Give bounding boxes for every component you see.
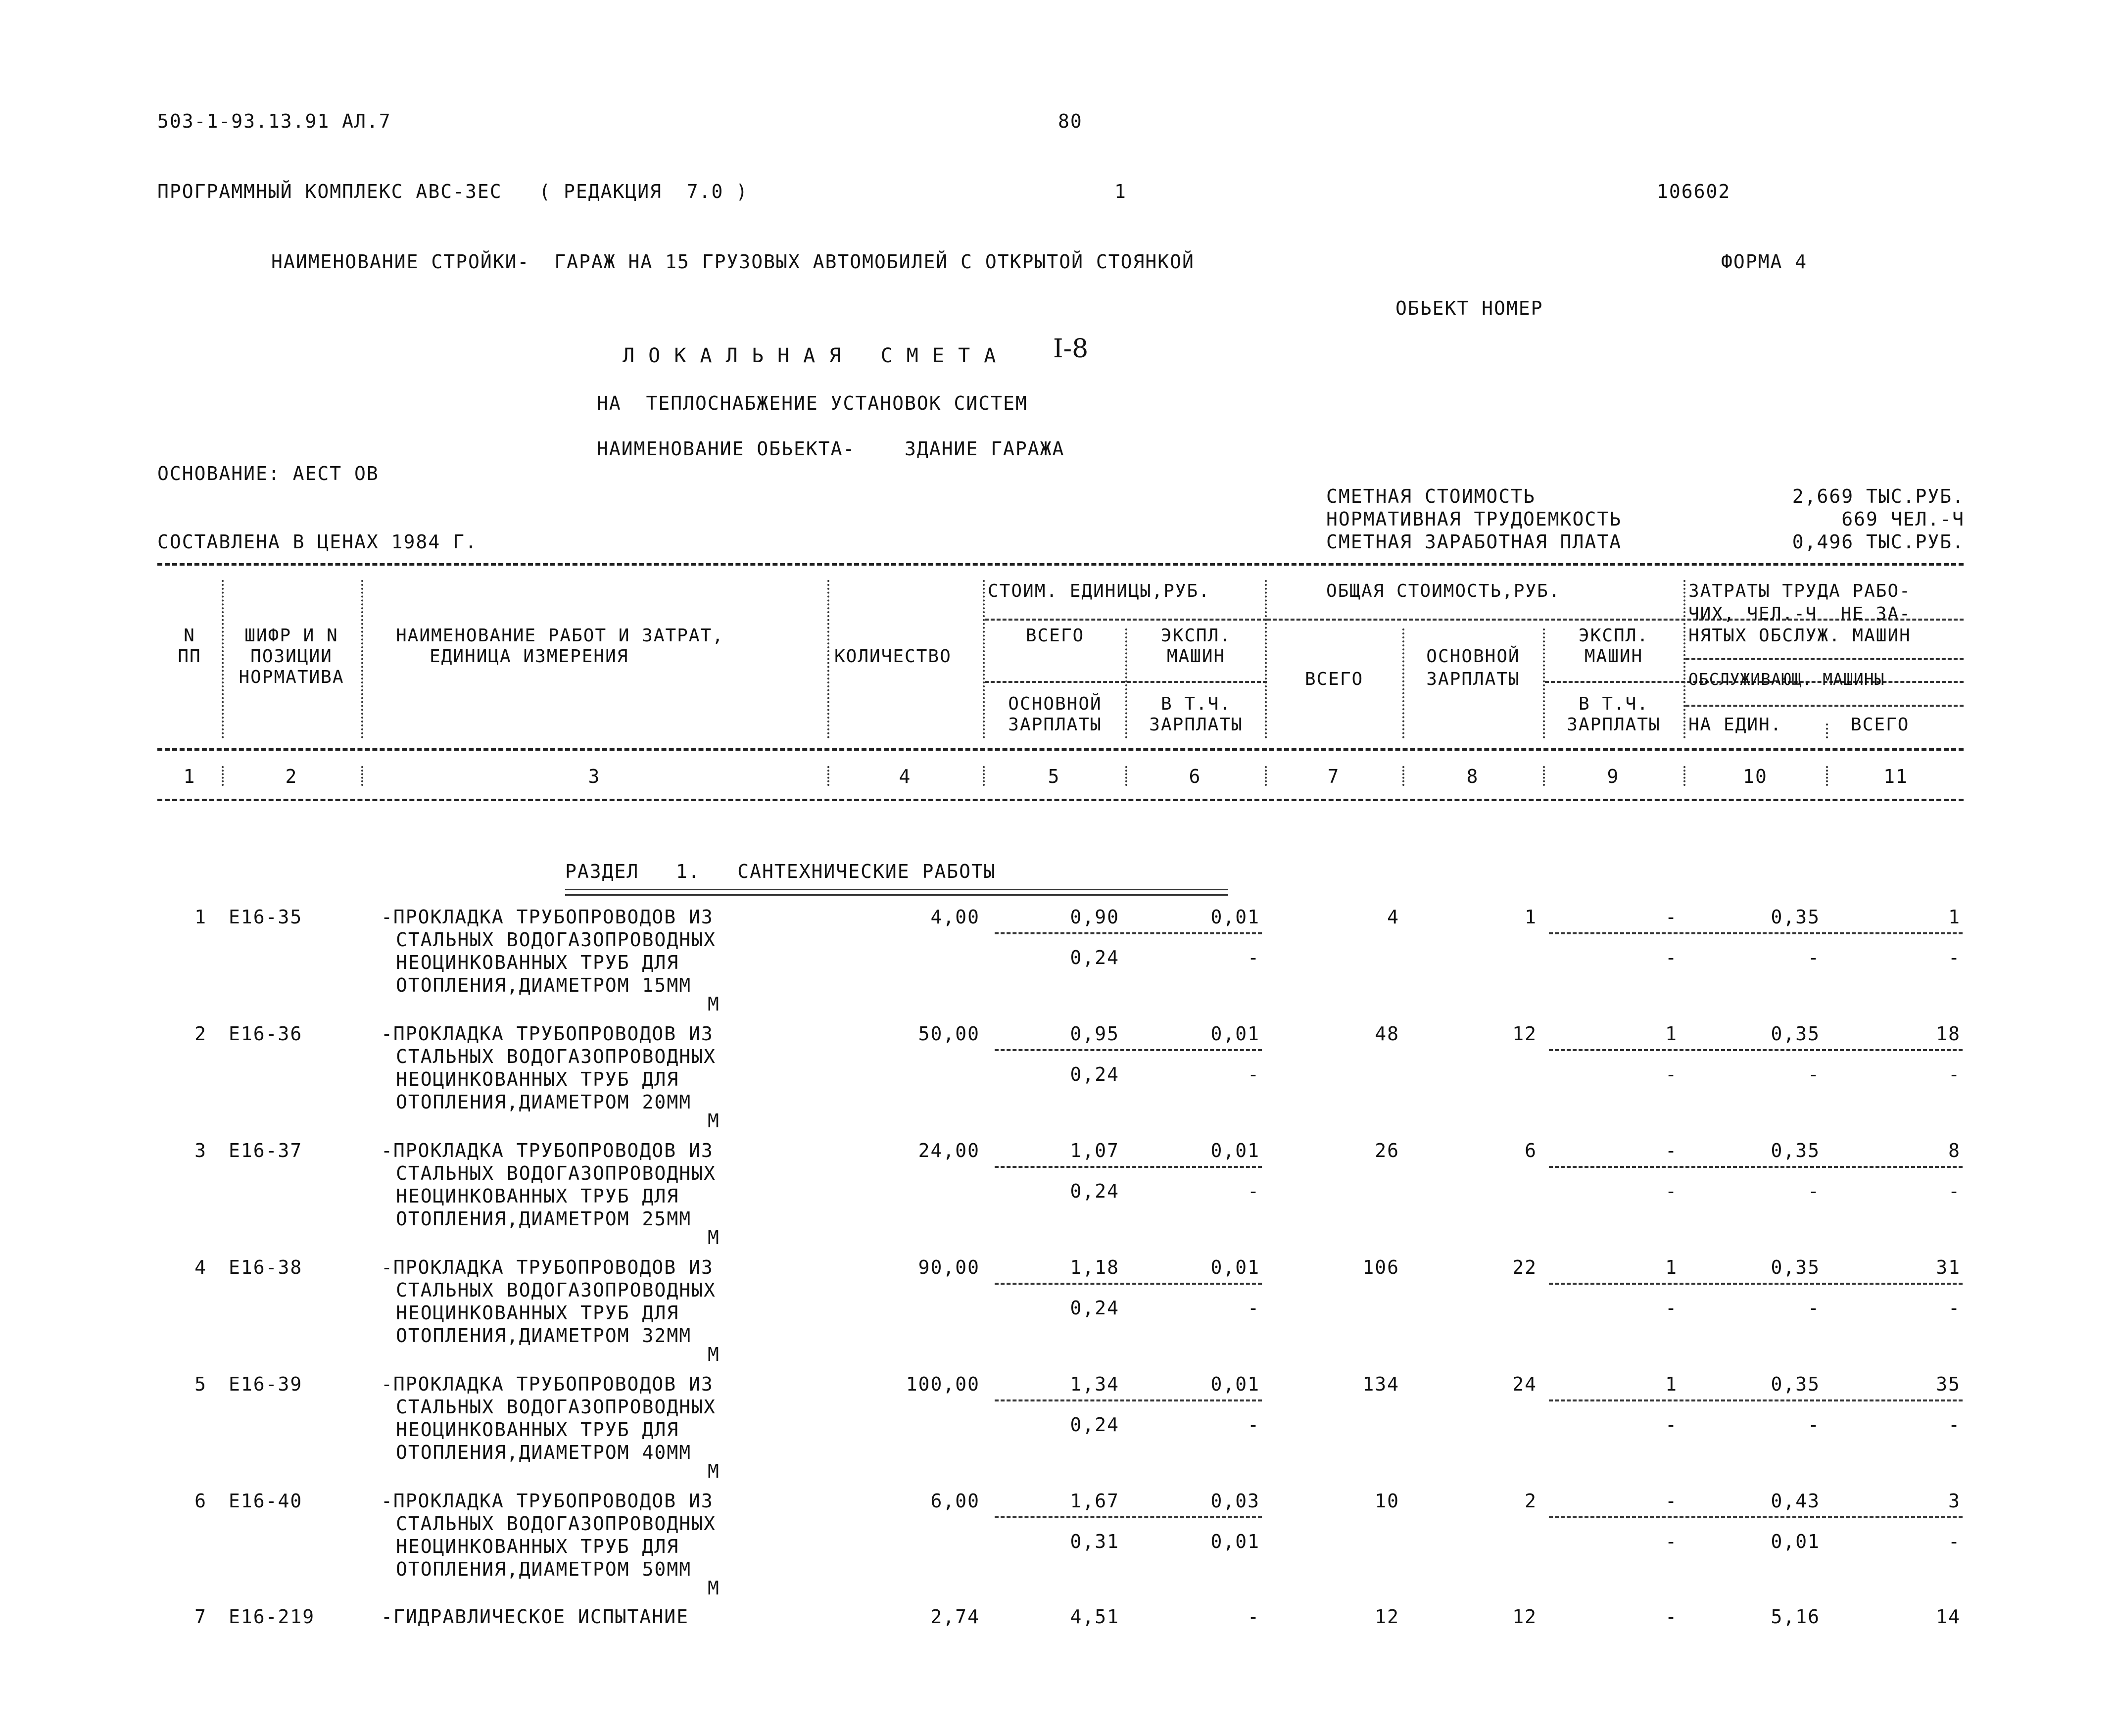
row-labor-unit: 0,43 xyxy=(1771,1490,1820,1512)
row-total-machines: - xyxy=(1665,1140,1678,1161)
row-total-machines: - xyxy=(1665,906,1678,928)
row-number: 1 xyxy=(194,906,207,928)
row-labor-total: 3 xyxy=(1948,1490,1961,1512)
row-total-rule xyxy=(1549,1516,1963,1518)
row-total-machines: - xyxy=(1665,1606,1678,1628)
labor-sub-rule xyxy=(1685,658,1964,660)
row-description-line: -ПРОКЛАДКА ТРУБОПРОВОДОВ ИЗ xyxy=(381,1140,714,1161)
hdr-col4: КОЛИЧЕСТВО xyxy=(834,646,952,667)
row-labor-serving-unit: - xyxy=(1808,947,1820,968)
section-title: РАЗДЕЛ 1. САНТЕХНИЧЕСКИЕ РАБОТЫ xyxy=(565,861,996,882)
row-number: 2 xyxy=(194,1023,207,1045)
hdr-unit-all: ВСЕГО xyxy=(1025,626,1085,646)
row-total-incl-salary: - xyxy=(1665,1414,1678,1436)
colnum-sep-8 xyxy=(1543,766,1545,786)
row-unit-incl-salary: - xyxy=(1248,1180,1260,1202)
row-description-line: ОТОПЛЕНИЯ,ДИАМЕТРОМ 20ММ xyxy=(396,1091,692,1113)
row-labor-serving-total: - xyxy=(1948,1414,1961,1436)
row-unit-base-salary: 0,24 xyxy=(1070,1414,1119,1436)
price-basis: СОСТАВЛЕНА В ЦЕНАХ 1984 Г. xyxy=(157,531,478,553)
estimate-number: I-8 xyxy=(1053,334,1089,364)
row-unit-cost: 4,51 xyxy=(1070,1606,1119,1628)
summary-label-salary: СМЕТНАЯ ЗАРАБОТНАЯ ПЛАТА xyxy=(1326,531,1622,553)
colnum-11: 11 xyxy=(1883,766,1908,787)
row-total-machines: 1 xyxy=(1665,1023,1678,1045)
summary-label-cost: СМЕТНАЯ СТОИМОСТЬ xyxy=(1326,485,1536,507)
section-underline xyxy=(565,889,1228,896)
row-total-machines: 1 xyxy=(1665,1256,1678,1278)
row-description-line: -ПРОКЛАДКА ТРУБОПРОВОДОВ ИЗ xyxy=(381,1490,714,1512)
row-description-line: -ГИДРАВЛИЧЕСКОЕ ИСПЫТАНИЕ xyxy=(381,1606,689,1628)
row-labor-total: 31 xyxy=(1936,1256,1961,1278)
hdr-labor-serving: ОБСЛУЖИВАЮЩ. МАШИНЫ xyxy=(1688,670,1885,689)
colnum-sep-2 xyxy=(361,766,363,786)
row-unit-incl-salary: - xyxy=(1248,1063,1260,1085)
row-unit: М xyxy=(708,1344,720,1365)
row-labor-serving-total: - xyxy=(1948,1063,1961,1085)
hdr-unit-base-a: ОСНОВНОЙ xyxy=(1008,694,1102,714)
row-unit-base-salary: 0,31 xyxy=(1070,1531,1119,1552)
row-total-salary: 24 xyxy=(1512,1373,1537,1395)
row-unit-incl-salary: - xyxy=(1248,1297,1260,1319)
col-sep-10 xyxy=(1826,723,1828,738)
row-number: 4 xyxy=(194,1256,207,1278)
row-labor-serving-unit: - xyxy=(1808,1063,1820,1085)
row-labor-serving-unit: - xyxy=(1808,1180,1820,1202)
hdr-labor-all: ВСЕГО xyxy=(1851,715,1910,735)
row-unit-rule xyxy=(995,1049,1262,1051)
row-total-incl-salary: - xyxy=(1665,947,1678,968)
document-code: 503-1-93.13.91 АЛ.7 xyxy=(157,110,391,132)
hdr-total-machines-a: ЭКСПЛ. xyxy=(1578,626,1649,646)
row-total-salary: 12 xyxy=(1512,1023,1537,1045)
row-labor-unit: 0,35 xyxy=(1771,1140,1820,1161)
row-unit-base-salary: 0,24 xyxy=(1070,1063,1119,1085)
row-description-line: НЕОЦИНКОВАННЫХ ТРУБ ДЛЯ xyxy=(396,1419,679,1441)
row-total: 10 xyxy=(1375,1490,1399,1512)
row-unit-base-salary: 0,24 xyxy=(1070,1180,1119,1202)
row-unit-cost: 1,67 xyxy=(1070,1490,1119,1512)
row-total: 106 xyxy=(1362,1256,1399,1278)
summary-value-salary: 0,496 ТЫС.РУБ. xyxy=(1792,531,1965,553)
colnum-sep-7 xyxy=(1402,766,1404,786)
row-quantity: 2,74 xyxy=(930,1606,980,1628)
col-sep-7 xyxy=(1402,628,1404,738)
row-description-line: ОТОПЛЕНИЯ,ДИАМЕТРОМ 32ММ xyxy=(396,1325,692,1347)
row-description-line: -ПРОКЛАДКА ТРУБОПРОВОДОВ ИЗ xyxy=(381,1373,714,1395)
row-unit-machines: 0,03 xyxy=(1210,1490,1260,1512)
row-total-incl-salary: - xyxy=(1665,1180,1678,1202)
colnum-3: 3 xyxy=(588,766,601,787)
hdr-labor-per-unit: НА ЕДИН. xyxy=(1688,715,1782,735)
row-total-rule xyxy=(1549,1399,1963,1401)
row-unit-cost: 1,18 xyxy=(1070,1256,1119,1278)
colnum-sep-10 xyxy=(1826,766,1828,786)
object-number-label: ОБЬЕКТ НОМЕР xyxy=(1395,297,1543,319)
row-labor-serving-total: - xyxy=(1948,947,1961,968)
hdr-col1-a: N xyxy=(184,626,195,646)
row-code: Е16-38 xyxy=(229,1256,303,1278)
row-unit: М xyxy=(708,993,720,1015)
row-total-incl-salary: - xyxy=(1665,1297,1678,1319)
row-labor-total: 14 xyxy=(1936,1606,1961,1628)
row-unit-rule xyxy=(995,1283,1262,1285)
sheet-number: 1 xyxy=(1114,181,1127,202)
row-description-line: НЕОЦИНКОВАННЫХ ТРУБ ДЛЯ xyxy=(396,1068,679,1090)
colnum-sep-4 xyxy=(983,766,985,786)
row-labor-total: 18 xyxy=(1936,1023,1961,1045)
hdr-unit-incl-a: В Т.Ч. xyxy=(1160,694,1232,714)
hdr-col3-b: ЕДИНИЦА ИЗМЕРЕНИЯ xyxy=(430,646,629,667)
header-bottom-rule xyxy=(157,748,1964,751)
row-labor-unit: 0,35 xyxy=(1771,1256,1820,1278)
colnum-sep-5 xyxy=(1125,766,1127,786)
summary-label-labor: НОРМАТИВНАЯ ТРУДОЕМКОСТЬ xyxy=(1326,508,1622,530)
row-code: Е16-40 xyxy=(229,1490,303,1512)
row-unit-cost: 0,95 xyxy=(1070,1023,1119,1045)
hdr-total-incl-a: В Т.Ч. xyxy=(1578,694,1649,714)
row-unit: М xyxy=(708,1227,720,1249)
row-quantity: 6,00 xyxy=(930,1490,980,1512)
row-total: 12 xyxy=(1375,1606,1399,1628)
row-total-salary: 12 xyxy=(1512,1606,1537,1628)
estimate-title: Л О К А Л Ь Н А Я С М Е Т А xyxy=(623,344,997,367)
row-description-line: СТАЛЬНЫХ ВОДОГАЗОПРОВОДНЫХ xyxy=(396,929,716,951)
row-total-salary: 1 xyxy=(1525,906,1537,928)
row-description-line: НЕОЦИНКОВАННЫХ ТРУБ ДЛЯ xyxy=(396,952,679,973)
row-unit-rule xyxy=(995,932,1262,934)
object-name: НАИМЕНОВАНИЕ ОБЬЕКТА- ЗДАНИЕ ГАРАЖА xyxy=(597,438,1065,460)
row-total-incl-salary: - xyxy=(1665,1063,1678,1085)
colnum-2: 2 xyxy=(285,766,298,787)
row-unit-machines: 0,01 xyxy=(1210,1140,1260,1161)
hdr-unit-incl-b: ЗАРПЛАТЫ xyxy=(1149,715,1243,735)
col-sep-1 xyxy=(222,580,224,738)
row-total-machines: - xyxy=(1665,1490,1678,1512)
row-unit-base-salary: 0,24 xyxy=(1070,947,1119,968)
program-name: ПРОГРАММНЫЙ КОМПЛЕКС АВС-3ЕС ( РЕДАКЦИЯ 7.0 ) xyxy=(157,181,749,202)
row-code: Е16-37 xyxy=(229,1140,303,1161)
row-code: Е16-39 xyxy=(229,1373,303,1395)
hdr-col2-a: ШИФР И N xyxy=(244,626,338,646)
col-sep-8 xyxy=(1543,628,1545,738)
row-unit-cost: 0,90 xyxy=(1070,906,1119,928)
row-total: 4 xyxy=(1387,906,1399,928)
row-unit-rule xyxy=(995,1399,1262,1401)
row-unit-cost: 1,34 xyxy=(1070,1373,1119,1395)
colnum-sep-9 xyxy=(1683,766,1685,786)
hdr-total-machines-b: МАШИН xyxy=(1584,646,1643,667)
hdr-unit-machines-b: МАШИН xyxy=(1166,646,1226,667)
colnum-1: 1 xyxy=(183,766,196,787)
hdr-total-base-a: ОСНОВНОЙ xyxy=(1426,646,1520,667)
colnum-6: 6 xyxy=(1189,766,1201,787)
col-sep-5 xyxy=(1125,628,1127,738)
row-labor-total: 1 xyxy=(1948,906,1961,928)
hdr-total-base-b: ЗАРПЛАТЫ xyxy=(1426,669,1520,689)
row-description-line: НЕОЦИНКОВАННЫХ ТРУБ ДЛЯ xyxy=(396,1302,679,1324)
colnum-5: 5 xyxy=(1048,766,1060,787)
row-labor-serving-total: - xyxy=(1948,1180,1961,1202)
row-quantity: 90,00 xyxy=(918,1256,980,1278)
basis: ОСНОВАНИЕ: АЕСТ ОВ xyxy=(157,463,379,484)
summary-value-labor: 669 ЧЕЛ.-Ч xyxy=(1841,508,1965,530)
hdr-unit-cost: СТОИМ. ЕДИНИЦЫ,РУБ. xyxy=(988,581,1210,601)
row-total-rule xyxy=(1549,1166,1963,1168)
row-quantity: 4,00 xyxy=(930,906,980,928)
row-description-line: НЕОЦИНКОВАННЫХ ТРУБ ДЛЯ xyxy=(396,1185,679,1207)
hdr-labor-a: ЗАТРАТЫ ТРУДА РАБО- xyxy=(1688,581,1911,601)
row-description-line: -ПРОКЛАДКА ТРУБОПРОВОДОВ ИЗ xyxy=(381,906,714,928)
hdr-unit-machines-a: ЭКСПЛ. xyxy=(1160,626,1232,646)
row-description-line: НЕОЦИНКОВАННЫХ ТРУБ ДЛЯ xyxy=(396,1536,679,1557)
hdr-total-incl-b: ЗАРПЛАТЫ xyxy=(1567,715,1661,735)
col-sep-3 xyxy=(827,580,829,738)
estimate-subject: НА ТЕПЛОСНАБЖЕНИЕ УСТАНОВОК СИСТЕМ xyxy=(597,392,1028,414)
row-total-salary: 2 xyxy=(1525,1490,1537,1512)
row-total: 134 xyxy=(1362,1373,1399,1395)
colnum-sep-1 xyxy=(222,766,224,786)
row-unit-incl-salary: 0,01 xyxy=(1210,1531,1260,1552)
hdr-col2-b: ПОЗИЦИИ xyxy=(250,646,333,667)
row-total-salary: 6 xyxy=(1525,1140,1537,1161)
row-description-line: ОТОПЛЕНИЯ,ДИАМЕТРОМ 40ММ xyxy=(396,1442,692,1463)
row-unit: М xyxy=(708,1110,720,1132)
row-total-machines: 1 xyxy=(1665,1373,1678,1395)
unit-cost-sub-rule xyxy=(985,681,1267,683)
colnum-10: 10 xyxy=(1743,766,1768,787)
unit-cost-rule xyxy=(985,619,1267,621)
row-labor-serving-unit: 0,01 xyxy=(1771,1531,1820,1552)
row-description-line: СТАЛЬНЫХ ВОДОГАЗОПРОВОДНЫХ xyxy=(396,1396,716,1418)
colnum-8: 8 xyxy=(1466,766,1479,787)
row-description-line: ОТОПЛЕНИЯ,ДИАМЕТРОМ 15ММ xyxy=(396,974,692,996)
row-labor-serving-total: - xyxy=(1948,1297,1961,1319)
row-total-rule xyxy=(1549,1049,1963,1051)
row-description-line: ОТОПЛЕНИЯ,ДИАМЕТРОМ 25ММ xyxy=(396,1208,692,1230)
row-unit-base-salary: 0,24 xyxy=(1070,1297,1119,1319)
row-labor-serving-unit: - xyxy=(1808,1297,1820,1319)
row-code: Е16-35 xyxy=(229,906,303,928)
col-sep-2 xyxy=(361,580,363,738)
row-quantity: 50,00 xyxy=(918,1023,980,1045)
row-total: 26 xyxy=(1375,1140,1399,1161)
colnum-7: 7 xyxy=(1327,766,1340,787)
row-labor-serving-unit: - xyxy=(1808,1414,1820,1436)
row-number: 5 xyxy=(194,1373,207,1395)
hdr-total-cost: ОБЩАЯ СТОИМОСТЬ,РУБ. xyxy=(1326,581,1561,601)
row-unit-rule xyxy=(995,1166,1262,1168)
row-description-line: СТАЛЬНЫХ ВОДОГАЗОПРОВОДНЫХ xyxy=(396,1046,716,1067)
hdr-unit-base-b: ЗАРПЛАТЫ xyxy=(1008,715,1102,735)
page-number: 80 xyxy=(1058,110,1083,132)
colnum-9: 9 xyxy=(1607,766,1620,787)
document-number: 106602 xyxy=(1657,181,1731,202)
row-description-line: -ПРОКЛАДКА ТРУБОПРОВОДОВ ИЗ xyxy=(381,1023,714,1045)
row-labor-serving-total: - xyxy=(1948,1531,1961,1552)
hdr-labor-c: НЯТЫХ ОБСЛУЖ. МАШИН xyxy=(1688,626,1911,646)
construction-name: НАИМЕНОВАНИЕ СТРОЙКИ- ГАРАЖ НА 15 ГРУЗОВЫХ АВТОМОБИЛЕЙ С ОТКРЫТОЙ СТОЯНКОЙ xyxy=(271,251,1195,273)
hdr-col2-c: НОРМАТИВА xyxy=(239,667,344,687)
row-unit-machines: 0,01 xyxy=(1210,1373,1260,1395)
row-total: 48 xyxy=(1375,1023,1399,1045)
row-description-line: СТАЛЬНЫХ ВОДОГАЗОПРОВОДНЫХ xyxy=(396,1513,716,1535)
row-code: Е16-219 xyxy=(229,1606,315,1628)
row-unit-machines: - xyxy=(1248,1606,1260,1628)
hdr-col1-b: ПП xyxy=(178,646,201,667)
row-description-line: ОТОПЛЕНИЯ,ДИАМЕТРОМ 50ММ xyxy=(396,1558,692,1580)
row-labor-unit: 0,35 xyxy=(1771,1023,1820,1045)
col-sep-6 xyxy=(1265,580,1267,738)
row-unit-cost: 1,07 xyxy=(1070,1140,1119,1161)
row-unit-incl-salary: - xyxy=(1248,1414,1260,1436)
table-top-rule xyxy=(157,563,1964,566)
column-numbers-rule xyxy=(157,799,1964,801)
row-total-incl-salary: - xyxy=(1665,1531,1678,1552)
form-label: ФОРМА 4 xyxy=(1721,251,1808,273)
labor-sub-rule-2 xyxy=(1685,705,1964,707)
row-quantity: 100,00 xyxy=(906,1373,980,1395)
row-unit-rule xyxy=(995,1516,1262,1518)
row-unit-incl-salary: - xyxy=(1248,947,1260,968)
row-unit: М xyxy=(708,1577,720,1599)
row-number: 3 xyxy=(194,1140,207,1161)
row-unit-machines: 0,01 xyxy=(1210,1023,1260,1045)
row-description-line: СТАЛЬНЫХ ВОДОГАЗОПРОВОДНЫХ xyxy=(396,1279,716,1301)
row-unit-machines: 0,01 xyxy=(1210,906,1260,928)
row-unit: М xyxy=(708,1460,720,1482)
row-number: 6 xyxy=(194,1490,207,1512)
row-description-line: СТАЛЬНЫХ ВОДОГАЗОПРОВОДНЫХ xyxy=(396,1162,716,1184)
colnum-sep-3 xyxy=(827,766,829,786)
colnum-4: 4 xyxy=(899,766,912,787)
row-unit-machines: 0,01 xyxy=(1210,1256,1260,1278)
row-labor-total: 8 xyxy=(1948,1140,1961,1161)
row-total-rule xyxy=(1549,1283,1963,1285)
row-labor-unit: 5,16 xyxy=(1771,1606,1820,1628)
summary-value-cost: 2,669 ТЫС.РУБ. xyxy=(1792,485,1965,507)
row-labor-unit: 0,35 xyxy=(1771,1373,1820,1395)
row-total-rule xyxy=(1549,932,1963,934)
row-labor-total: 35 xyxy=(1936,1373,1961,1395)
col-sep-4 xyxy=(983,580,985,738)
row-total-salary: 22 xyxy=(1512,1256,1537,1278)
row-labor-unit: 0,35 xyxy=(1771,906,1820,928)
hdr-labor-b: ЧИХ, ЧЕЛ.-Ч НЕ ЗА- xyxy=(1688,604,1911,624)
row-description-line: -ПРОКЛАДКА ТРУБОПРОВОДОВ ИЗ xyxy=(381,1256,714,1278)
row-number: 7 xyxy=(194,1606,207,1628)
hdr-total-all: ВСЕГО xyxy=(1304,669,1364,689)
colnum-sep-6 xyxy=(1265,766,1267,786)
row-code: Е16-36 xyxy=(229,1023,303,1045)
hdr-col3-a: НАИМЕНОВАНИЕ РАБОТ И ЗАТРАТ, xyxy=(396,626,724,646)
row-quantity: 24,00 xyxy=(918,1140,980,1161)
